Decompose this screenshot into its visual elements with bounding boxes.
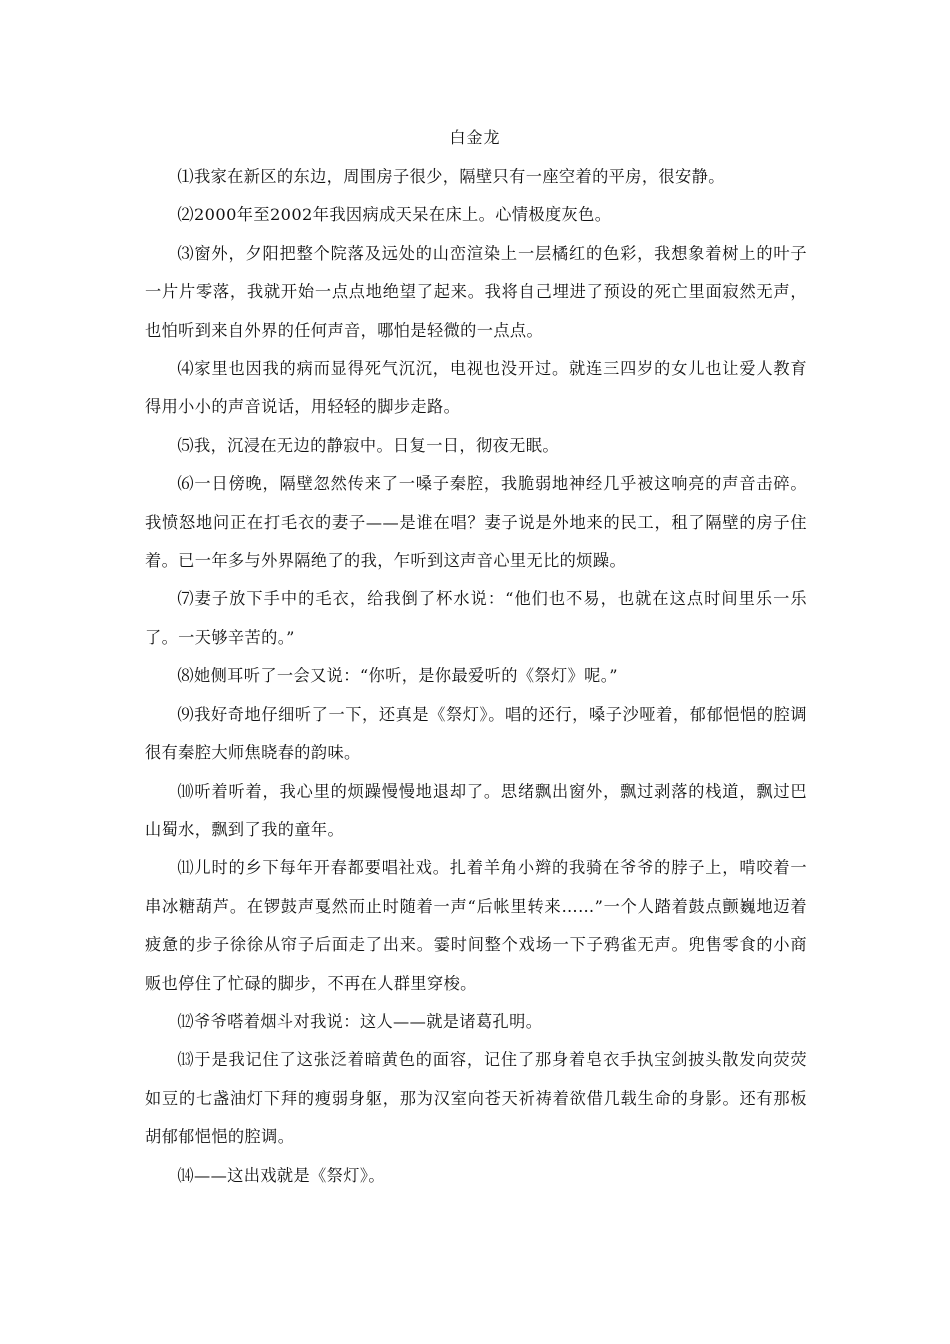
paragraph-5: ⑸我，沉浸在无边的静寂中。日复一日，彻夜无眠。 bbox=[177, 435, 559, 455]
paragraph-13: ⒀于是我记住了这张泛着暗黄色的面容，记住了那身着皂衣手执宝剑披头散发向荧荧如豆的七盏油灯下拜的瘦弱身躯，那为汉室向苍天祈祷着欲借几载生命的身影。还有那板胡郁郁悒悒的腔调。 bbox=[145, 1050, 807, 1147]
paragraph-4: ⑷家里也因我的病而显得死气沉沉，电视也没开过。就连三四岁的女儿也让爱人教育得用小小的声音说话，用轻轻的脚步走路。 bbox=[145, 359, 807, 417]
paragraph-2: ⑵2000年至2002年我因病成天呆在床上。心情极度灰色。 bbox=[177, 205, 612, 225]
paragraph-11: ⑾儿时的乡下每年开春都要唱社戏。扎着羊角小辫的我骑在爷爷的脖子上，啃咬着一串冰糖葫芦。在锣鼓声戛然而止时随着一声“后帐里转来……”一个人踏着鼓点颤巍地迈着疲惫的步子徐徐从帘子后面走了出来。霎时间整个戏场一下子鸦雀无声。兜售零食的小商贩也停住了忙碌的脚步，不再在人群里穿梭。 bbox=[145, 858, 807, 993]
paragraph-6: ⑹一日傍晚，隔壁忽然传来了一嗓子秦腔，我脆弱地神经几乎被这响亮的声音击碎。我愤怒地问正在打毛衣的妻子——是谁在唱？妻子说是外地来的民工，租了隔壁的房子住着。已一年多与外界隔绝了的我，乍听到这声音心里无比的烦躁。 bbox=[145, 474, 807, 571]
document-body bbox=[145, 158, 807, 1195]
paragraph-1: ⑴我家在新区的东边，周围房子很少，隔壁只有一座空着的平房，很安静。 bbox=[177, 167, 725, 186]
paragraph-8: ⑻她侧耳听了一会又说：“你听，是你最爱听的《祭灯》呢。” bbox=[177, 666, 618, 686]
paragraph-14: ⒁——这出戏就是《祭灯》。 bbox=[177, 1165, 385, 1185]
document-title: 白金龙 bbox=[449, 128, 501, 147]
paragraph-7: ⑺妻子放下手中的毛衣，给我倒了杯水说：“他们也不易，也就在这点时间里乐一乐了。一天够辛苦的。” bbox=[145, 589, 807, 647]
paragraph-10: ⑽听着听着，我心里的烦躁慢慢地退却了。思绪飘出窗外，飘过剥落的栈道，飘过巴山蜀水，飘到了我的童年。 bbox=[145, 781, 807, 839]
paragraph-9: ⑼我好奇地仔细听了一下，还真是《祭灯》。唱的还行，嗓子沙哑着，郁郁悒悒的腔调很有秦腔大师焦晓春的韵味。 bbox=[145, 704, 807, 763]
paragraph-3: ⑶窗外，夕阳把整个院落及远处的山峦渲染上一层橘红的色彩，我想象着树上的叶子一片片零落，我就开始一点点地绝望了起来。我将自己埋进了预设的死亡里面寂然无声，也怕听到来自外界的任何声音，哪怕是轻微的一点点。 bbox=[145, 243, 807, 340]
paragraph-12: ⑿爷爷嗒着烟斗对我说：这人——就是诸葛孔明。 bbox=[177, 1011, 543, 1031]
